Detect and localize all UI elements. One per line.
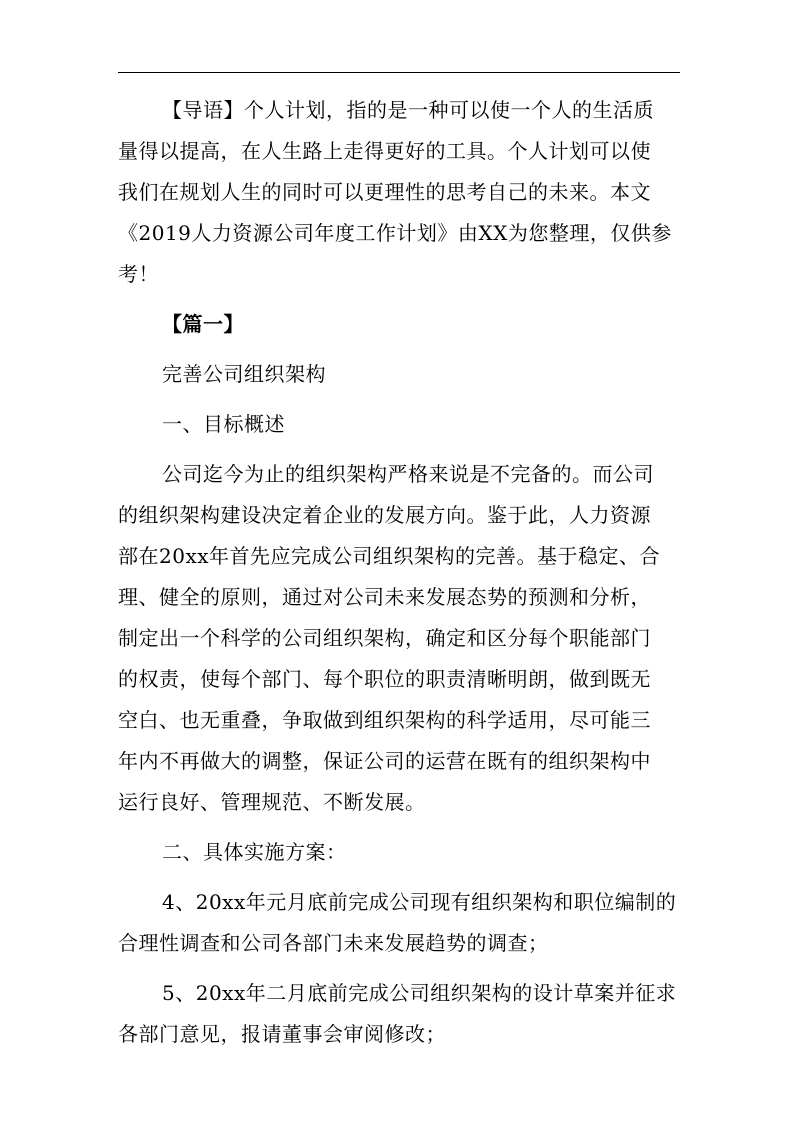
intro-line: 考！	[118, 262, 159, 286]
intro-line: 【导语】个人计划，指的是一种可以使一个人的生活质	[162, 98, 654, 122]
header-rule	[118, 72, 680, 73]
part1-line: 理、健全的原则，通过对公司未来发展态势的预测和分析，	[118, 585, 651, 609]
intro-paragraph	[118, 90, 680, 295]
part1-line: 的权责，使每个部门、每个职位的职责清晰明朗，做到既无	[118, 667, 651, 691]
part2-heading: 二、具体实施方案：	[162, 840, 347, 864]
part1-paragraph	[118, 454, 680, 823]
part2-item-line: 5、20xx年二月底前完成公司组织架构的设计草案并征求	[162, 981, 677, 1005]
part1-line: 运行良好、管理规范、不断发展。	[118, 790, 426, 814]
part2-item	[118, 882, 680, 964]
section-title: 完善公司组织架构	[162, 362, 326, 386]
part2-item-line: 各部门意见，报请董事会审阅修改；	[118, 1022, 446, 1046]
intro-line: 我们在规划人生的同时可以更理性的思考自己的未来。本文	[118, 180, 651, 204]
part2-item	[118, 973, 680, 1055]
part1-line: 年内不再做大的调整，保证公司的运营在既有的组织架构中	[118, 749, 651, 773]
intro-line: 《2019人力资源公司年度工作计划》由XX为您整理，仅供参	[118, 221, 672, 245]
part1-line: 空白、也无重叠，争取做到组织架构的科学适用，尽可能三	[118, 708, 651, 732]
intro-line: 量得以提高，在人生路上走得更好的工具。个人计划可以使	[118, 139, 651, 163]
part1-line: 公司迄今为止的组织架构严格来说是不完备的。而公司	[162, 462, 654, 486]
section-label: 【篇一】	[162, 312, 244, 336]
part1-heading: 一、目标概述	[162, 412, 285, 436]
document-body	[118, 90, 680, 1055]
part1-line: 部在20xx年首先应完成公司组织架构的完善。基于稳定、合	[118, 544, 661, 568]
part1-line: 的组织架构建设决定着企业的发展方向。鉴于此，人力资源	[118, 503, 651, 527]
part1-line: 制定出一个科学的公司组织架构，确定和区分每个职能部门	[118, 626, 651, 650]
part2-item-line: 合理性调查和公司各部门未来发展趋势的调查；	[118, 931, 549, 955]
part2-item-line: 4、20xx年元月底前完成公司现有组织架构和职位编制的	[162, 890, 677, 914]
